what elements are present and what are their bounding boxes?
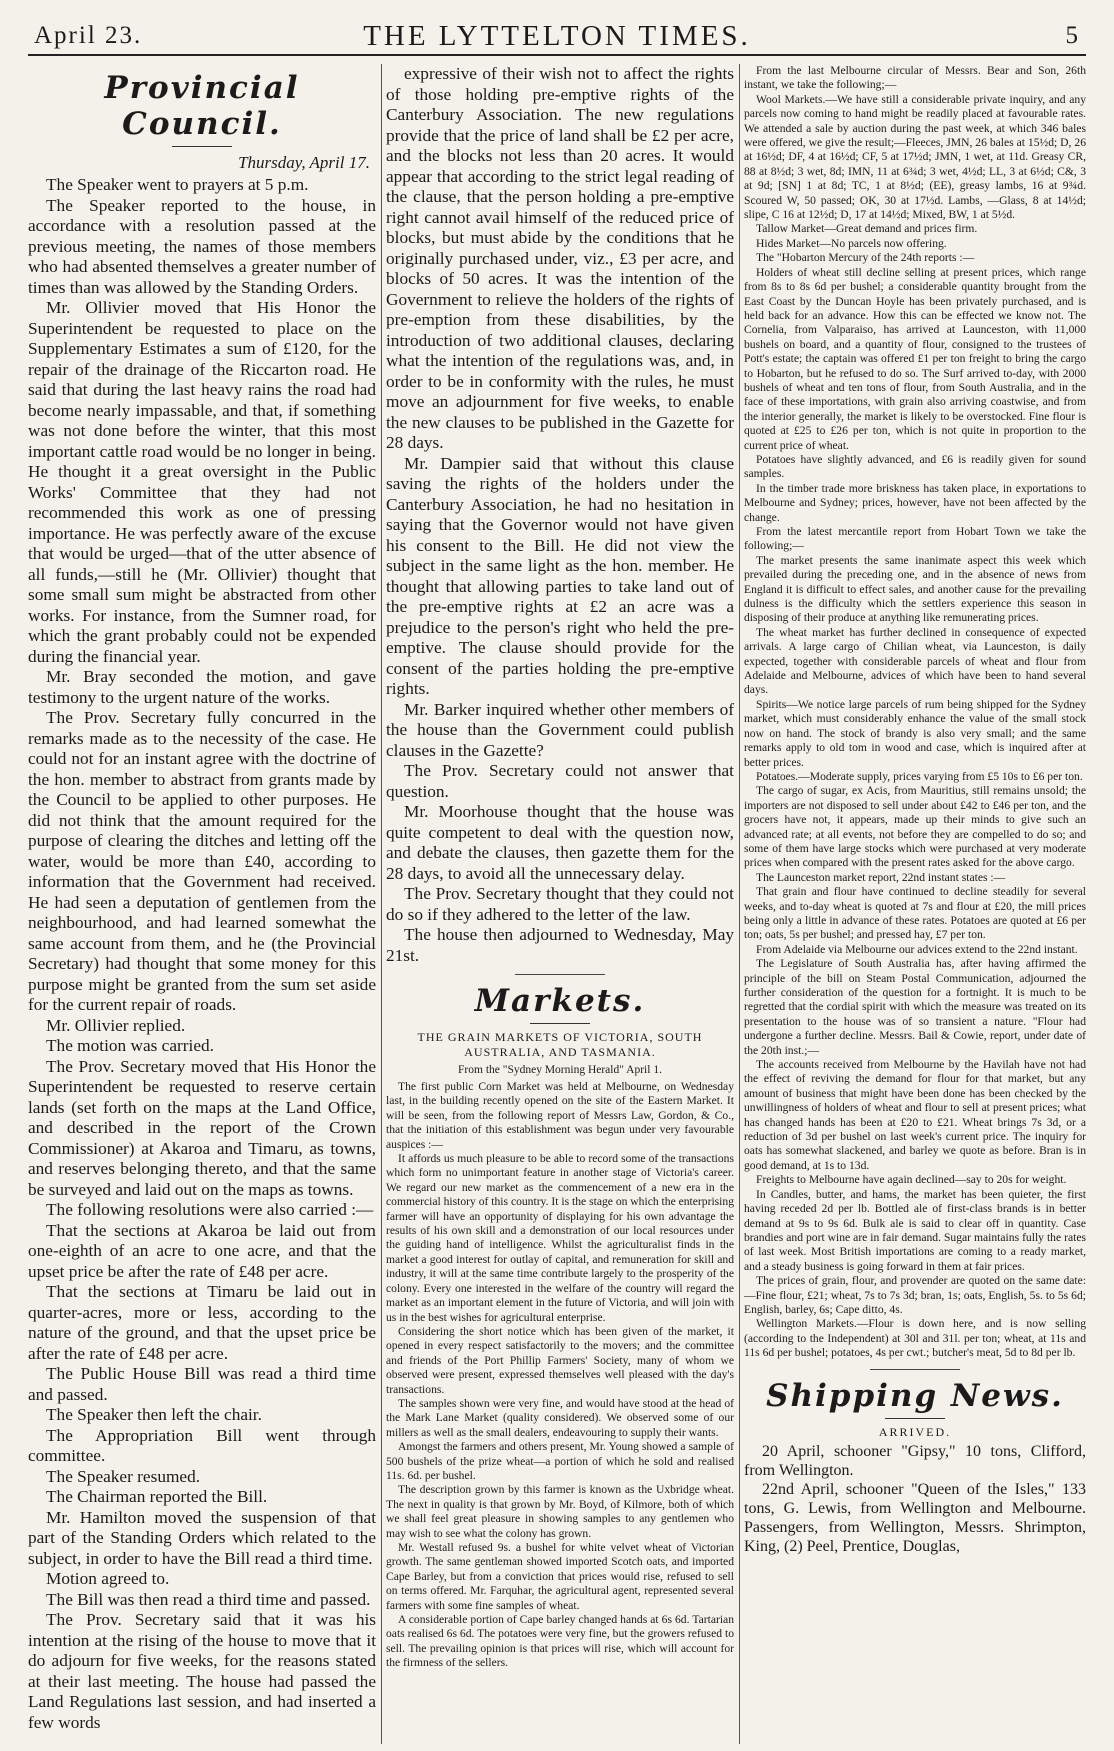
paragraph: That the sections at Timaru be laid out in quarter-acres, more or less, according to the nature of the ground, and that the upset price be after the rate of £48 per acre.	[28, 1282, 376, 1363]
newspaper-title: THE LYTTELTON TIMES.	[363, 20, 751, 52]
paragraph: The Prov. Secretary moved that His Honor the Superintendent be requested to reserve certain lands (set forth on the maps at the Land Office, and described in the report of the Crown Commissioner) at Akaroa and Timaru, as towns, and reserves belonging thereto, and that the same be surveyed and laid out on the maps as towns.	[28, 1056, 376, 1199]
page-number: 5	[1065, 22, 1078, 49]
paragraph: 20 April, schooner "Gipsy," 10 tons, Clifford, from Wellington.	[744, 1442, 1086, 1479]
paragraph: The cargo of sugar, ex Acis, from Mauritius, still remains unsold; the importers are not disposed to sell under about £42 to £46 per ton, and the grocers have not, it appears, made up their minds to give such an advanced rate; at all events, not before they are compelled to do so; and some of them have large stocks which were purchased at very moderate prices when compared with the present rates asked for the above cargo.	[744, 784, 1086, 870]
council-heading: Provincial Council.	[104, 70, 300, 142]
paragraph: The accounts received from Melbourne by the Havilah have not had the effect of reviving the demand for flour for that market, but any amount of business that might have been done has been checked by the unwillingness of holders of wheat and flour to sell at present prices; what has changed hands has been at £20 to £21. Wheat brings 7s 3d, or a reduction of 3d per bushel on last week's current price. The inquiry for oats has somewhat slackened, and barley we quote as before. Bran is in good demand, at 1s to 13d.	[744, 1058, 1086, 1172]
paragraph: Mr. Barker inquired whether other members of the house than the Government could publish clauses in the Gazette?	[386, 699, 734, 760]
section-rule	[530, 1023, 590, 1024]
section-rule	[885, 1418, 945, 1419]
paragraph: In Candles, butter, and hams, the market has been quieter, the first having receded 2d per lb. Bottled ale of first-class brands is in better demand at 9s to 9s 6d. Bulk ale is said to clear off in quantity. Case brandies and port wine are in fair demand. Sugar maintains fully the rates of last week. Most British importations are coming to a ready market, and a steady business is going forward in them at fair prices.	[744, 1187, 1086, 1273]
paragraph: The Bill was then read a third time and passed.	[46, 1589, 371, 1609]
paragraph: Mr. Dampier said that without this clause saving the rights of the holders under the Canterbury Association, he had no hesitation in saying that the Governor would not have given his consent to the Bill. He did not view the subject in the same light as the hon. member. He thought that allowing parties to take land out of the pre-emptive rights at £2 an acre was a prejudice to the person's right who held the pre-emptive. The clause should provide for the consent of the parties holding the pre-emptive rights.	[386, 453, 734, 698]
paragraph: The motion was carried.	[46, 1036, 214, 1055]
paragraph: The wheat market has further declined in consequence of expected arrivals. A large cargo of Chilian wheat, via Launceston, is daily expected, together with considerable parcels of wheat and flour from Adelaide and Melbourne, advices of which have been to hand several days.	[744, 625, 1086, 697]
column-divider	[739, 64, 740, 1744]
paragraph: The Legislature of South Australia has, after having affirmed the principle of the bill on Steam Postal Communication, adjourned the further consideration of the question for a fortnight. It is much to be regretted that the cordial spirit with which the measure was treated on its presentation to the house was of so transient a nature. "Flour had undergone a further decline. Messrs. Bail & Cowie, report, under date of the 20th inst.;—	[744, 957, 1086, 1057]
paragraph: That the sections at Akaroa be laid out from one-eighth of an acre to one acre, and that the upset price be after the rate of £48 per acre.	[28, 1220, 376, 1281]
markets-report-part-1	[386, 1080, 734, 1671]
paragraph: Wellington Markets.—Flour is down here, and is now selling (according to the Independent) at 30l and 31l. per ton; wheat, at 11s and 11s 6d per bushel; potatoes, 4s per cwt.; butcher's meat, 5d to 8d per lb.	[744, 1317, 1086, 1360]
column-3	[744, 64, 1086, 1744]
paragraph: Mr. Ollivier replied.	[46, 1015, 186, 1035]
paragraph: A considerable portion of Cape barley changed hands at 6s 6d. Tartarian oats realised 6s 6d. The potatoes were very fine, but the growers refused to sell. The prevailing opinion is that prices will rise, which will account for the firmness of the sellers.	[386, 1613, 734, 1670]
paragraph: The market presents the same inanimate aspect this week which prevailed during the preceding one, and in the absence of news from England it is difficult to effect sales, and another cause for the prevailing dulness is the difficulty which the settlers experience this season in disposing of their produce at anything like remunerating prices.	[744, 553, 1086, 625]
issue-date: April 23.	[34, 22, 143, 49]
markets-subheading: THE GRAIN MARKETS OF VICTORIA, SOUTH AUSTRALIA, AND TASMANIA.	[417, 1030, 703, 1059]
section-rule	[515, 974, 605, 975]
council-report-part-2	[386, 64, 734, 966]
paragraph: The Launceston market report, 22nd instant states :—	[756, 870, 1006, 884]
paragraph: The Public House Bill was read a third time and passed.	[28, 1364, 376, 1404]
paragraph: Motion agreed to.	[46, 1569, 170, 1588]
paragraph: Considering the short notice which has been given of the market, it opened in every respect satisfactorily to the movers; and the committee and friends of the Port Phillip Farmers' Society, many of whom we observed were present, expressed themselves well pleased with the day's transactions.	[386, 1324, 734, 1396]
paragraph: Amongst the farmers and others present, Mr. Young showed a sample of 500 bushels of the prize wheat—a portion of which he sold and realised 11s. 6d. per bushel.	[386, 1440, 734, 1482]
shipping-arrivals	[744, 1442, 1086, 1556]
paragraph: The Speaker went to prayers at 5 p.m.	[46, 175, 309, 194]
paragraph: Mr. Moorhouse thought that the house was quite competent to deal with the question now, and debate the clauses, then gazette them for the 28 days, to avoid all the unnecessary delay.	[386, 802, 734, 883]
column-2	[386, 64, 734, 1744]
paragraph: 22nd April, schooner "Queen of the Isles," 133 tons, G. Lewis, from Wellington and Melbourne. Passengers, from Wellington, Messrs. Shrimpton, King, (2) Peel, Prentice, Douglas,	[744, 1480, 1086, 1555]
paragraph: Mr. Westall refused 9s. a bushel for white velvet wheat of Victorian growth. The same gentleman showed imported Scotch oats, and imported Cape Barley, but from a conviction that prices would rise, refused to sell on terms offered. Mr. Farquhar, the agricultural agent, represented several farmers with some fine samples of wheat.	[386, 1541, 734, 1612]
paragraph: The Speaker resumed.	[46, 1466, 201, 1486]
paragraph: The Prov. Secretary could not answer that question.	[386, 761, 734, 801]
paragraph: Potatoes.—Moderate supply, prices varying from £5 10s to £6 per ton.	[756, 769, 1083, 783]
council-dateline: Thursday, April 17.	[238, 153, 370, 172]
paragraph: The prices of grain, flour, and provender are quoted on the same date:—Fine flour, £21; wheat, 7s to 7s 3d; bran, 1s; oats, English, 5s. to 5s 6d; English, barley, 6s; Cape ditto, 4s.	[744, 1274, 1086, 1316]
paragraph: The Appropriation Bill went through committee.	[28, 1425, 376, 1465]
section-rule	[172, 146, 232, 147]
paragraph: Mr. Hamilton moved the suspension of that part of the Standing Orders which related to the subject, in order to have the Bill read a third time.	[28, 1507, 376, 1568]
paragraph: The description grown by this farmer is known as the Uxbridge wheat. The next in quality is that grown by Mr. Boyd, of Kilmore, both of which we shall feel great pleasure in showing samples to any gentlemen who may wish to see what the colony has grown.	[386, 1483, 734, 1540]
paragraph: The Prov. Secretary thought that they could not do so if they adhered to the letter of the law.	[386, 884, 734, 924]
paragraph: From the latest mercantile report from Hobart Town we take the following;—	[744, 525, 1086, 553]
paragraph: Potatoes have slightly advanced, and £6 is readily given for sound samples.	[744, 452, 1086, 481]
paragraph: The Prov. Secretary fully concurred in the remarks made as to the necessity of the case. He could not for an instant agree with the doctrine of the hon. member to abstract from grants made by the Council to be applied to other purposes. He did not think that the amount required for the purpose of clearing the ditches and letting off the water, would be more than £40, according to information that the Government had received. He had seen a deputation of gentlemen from the neighbourhood, and had learned somewhat the same account from them, and he (the Provincial Secretary) had thought that some money for this purpose might be granted from the sum set aside for the current repair of roads.	[28, 708, 376, 1014]
paragraph: The "Hobarton Mercury of the 24th reports :—	[756, 251, 975, 265]
paragraph: From Adelaide via Melbourne our advices extend to the 22nd instant.	[756, 942, 1078, 956]
markets-source: From the "Sydney Morning Herald" April 1.	[458, 1064, 662, 1076]
section-rule	[870, 1369, 960, 1370]
paragraph: Hides Market—No parcels now offering.	[756, 236, 947, 250]
paragraph: Holders of wheat still decline selling at present prices, which range from 8s to 8s 6d per bushel; a considerable quantity brought from the East Coast by the Duncan Hoyle has been privately purchased, and is held back for an advance. How this can be effected we know not. The Cornelia, from Valparaiso, has arrived at Launceston, with 11,000 bushels on board, and a quantity of flour, consigned to the trustees of Pott's estate; the captain was offered £1 per ton freight to bring the cargo to Hobarton, but he refused to do so. The Surf arrived to-day, with 2000 bushels of wheat and ten tons of flour, from South Australia, and in the face of these importations, with grain also arriving coastwise, and from the interior generally, the market is likely to be overstocked. Fine flour is quoted at £25 to £26 per ton, which is not quite in proportion to the current price of wheat.	[744, 265, 1086, 452]
paragraph: The Chairman reported the Bill.	[46, 1487, 268, 1506]
paragraph: Wool Markets.—We have still a considerable private inquiry, and any parcels now coming to hand might be readily placed at favourable rates. We attended a sale by auction during the past week, at which 346 bales were offered, we give the result;—Fleeces, JMN, 26 bales at 15½d; D, 26 at 16½d; DF, 4 at 16½d; CF, 5 at 17½d; JMN, 1 wet, at 11d. Greasy CR, 88 at 8½d; 3 wet, 8d; IMN, 11 at 6¾d; 3 wet, 4½d; LL, 3 at 6½d; C&, 3 at 9d; [SN] 1 at 8d; TC, 1 at 8½d; (EE), greasy lambs, 16 at 9¾d. Scoured W, 50 passed; OK, 30 at 17½d. Lambs, —Glass, 8 at 14½d; slipe, C 16 at 12½d; D, 17 at 14½d; Mixed, BW, 1 at 5½d.	[744, 92, 1086, 222]
paragraph: That grain and flour have continued to decline steadily for several weeks, and to-day wheat is quoted at 7s and flour at £20, the mill prices being only a little in advance of these rates. Potatoes are quoted at £6 per ton; oats, 5s per bushel; and pressed hay, £7 per ton.	[744, 885, 1086, 942]
paragraph: The house then adjourned to Wednesday, May 21st.	[386, 925, 734, 965]
markets-heading: Markets.	[474, 983, 646, 1019]
markets-report-part-2	[744, 64, 1086, 1361]
paragraph: expressive of their wish not to affect the rights of those holding pre-emptive rights of the Canterbury Association. The new regulations provide that the price of land shall be £2 per acre, and the blocks not less than 20 acres. It would appear that according to the strict legal reading of the clause, that the person holding a pre-emptive right cannot avail himself of the reduced price of blocks, but must abide by the conditions that he originally purchased under, viz., £3 per acre, and blocks of 50 acres. It was the intention of the Government to relieve the holders of the rights of pre-emption from these disabilities, by the introduction of two additional clauses, declaring what the intention of the regulations was, and, in order to be in conformity with the rules, he must move an adjournment for five weeks, to enable the new clauses to be published in the Gazette for 28 days.	[386, 64, 734, 452]
shipping-heading: Shipping News.	[766, 1377, 1064, 1414]
column-divider	[381, 64, 382, 1744]
paragraph: The samples shown were very fine, and would have stood at the head of the Mark Lane Market (quality considered). We observed some of our millers as well as the small dealers, endeavouring to supply their wants.	[386, 1396, 734, 1439]
paragraph: The following resolutions were also carried :—	[46, 1200, 374, 1219]
paragraph: The Speaker then left the chair.	[46, 1405, 262, 1424]
arrived-label: ARRIVED.	[878, 1424, 952, 1439]
council-report-part-1	[28, 175, 376, 1733]
paragraph: It affords us much pleasure to be able to record some of the transactions which form no unimportant feature in another stage of Victoria's career. We regard our new market as the commencement of a new era in the commercial history of this country. It is the stage on which the enterprising farmer will have an opportunity of displaying for his own advantage the results of his own skill and a demonstration of our local resources under the guiding hand of intelligence. Whilst the agriculturalist finds in the market a good interest for outlay of capital, and remuneration for skill and industry, it will at the same time contribute largely to the prosperity of the colony. Every one interested in the welfare of the country will regard the market as an important element in the future of Victoria, and will join with us in the best wishes for agricultural enterprise.	[386, 1152, 734, 1324]
paragraph: Mr. Bray seconded the motion, and gave testimony to the urgent nature of the works.	[28, 667, 376, 707]
masthead	[28, 14, 1086, 56]
paragraph: In the timber trade more briskness has taken place, in exportations to Melbourne and Sydney; prices, however, have not been affected by the change.	[744, 481, 1086, 524]
paragraph: Spirits—We notice large parcels of rum being shipped for the Sydney market, which must considerably enhance the value of the small stock now on hand. The stock of brandy is also very small; and the same remarks apply to old tom in wood and case, which is inquired after at better prices.	[744, 697, 1086, 769]
paragraph: The first public Corn Market was held at Melbourne, on Wednesday last, in the building recently opened on the site of the Eastern Market. It will be seen, from the following report of Messrs Law, Gordon, & Co., that the initiation of this establishment was begun under very favourable auspices :—	[386, 1080, 734, 1151]
paragraph: The Prov. Secretary said that it was his intention at the rising of the house to move that it do adjourn for five weeks, for the reasons stated at their last meeting. The house had passed the Land Regulations last session, and had inserted a few words	[28, 1610, 376, 1732]
paragraph: The Speaker reported to the house, in accordance with a resolution passed at the previous meeting, the names of those members who had absented themselves a greater number of times than was allowed by the Standing Orders.	[28, 195, 376, 297]
column-1	[28, 64, 376, 1744]
paragraph: Tallow Market—Great demand and prices firm.	[756, 222, 978, 236]
paragraph: Mr. Ollivier moved that His Honor the Superintendent be requested to place on the Supplementary Estimates a sum of £120, for the repair of the drainage of the Riccarton road. He said that during the last heavy rains the road had become nearly impassable, and that, if something was not done before the winter, that this most important cattle road would be no longer in being. He thought it a great oversight in the Public Works' Committee that they had not recommended this work as one of pressing importance. He was perfectly aware of the excuse that would be urged—that of the utter absence of all funds,—still he (Mr. Ollivier) thought that some small sum might be abstracted from other works. For instance, from the Sumner road, for which the grant probably could not be expended during the financial year.	[28, 298, 376, 666]
paragraph: Freights to Melbourne have again declined—say to 20s for weight.	[756, 1173, 1067, 1187]
paragraph: From the last Melbourne circular of Messrs. Bear and Son, 26th instant, we take the following;—	[744, 64, 1086, 92]
